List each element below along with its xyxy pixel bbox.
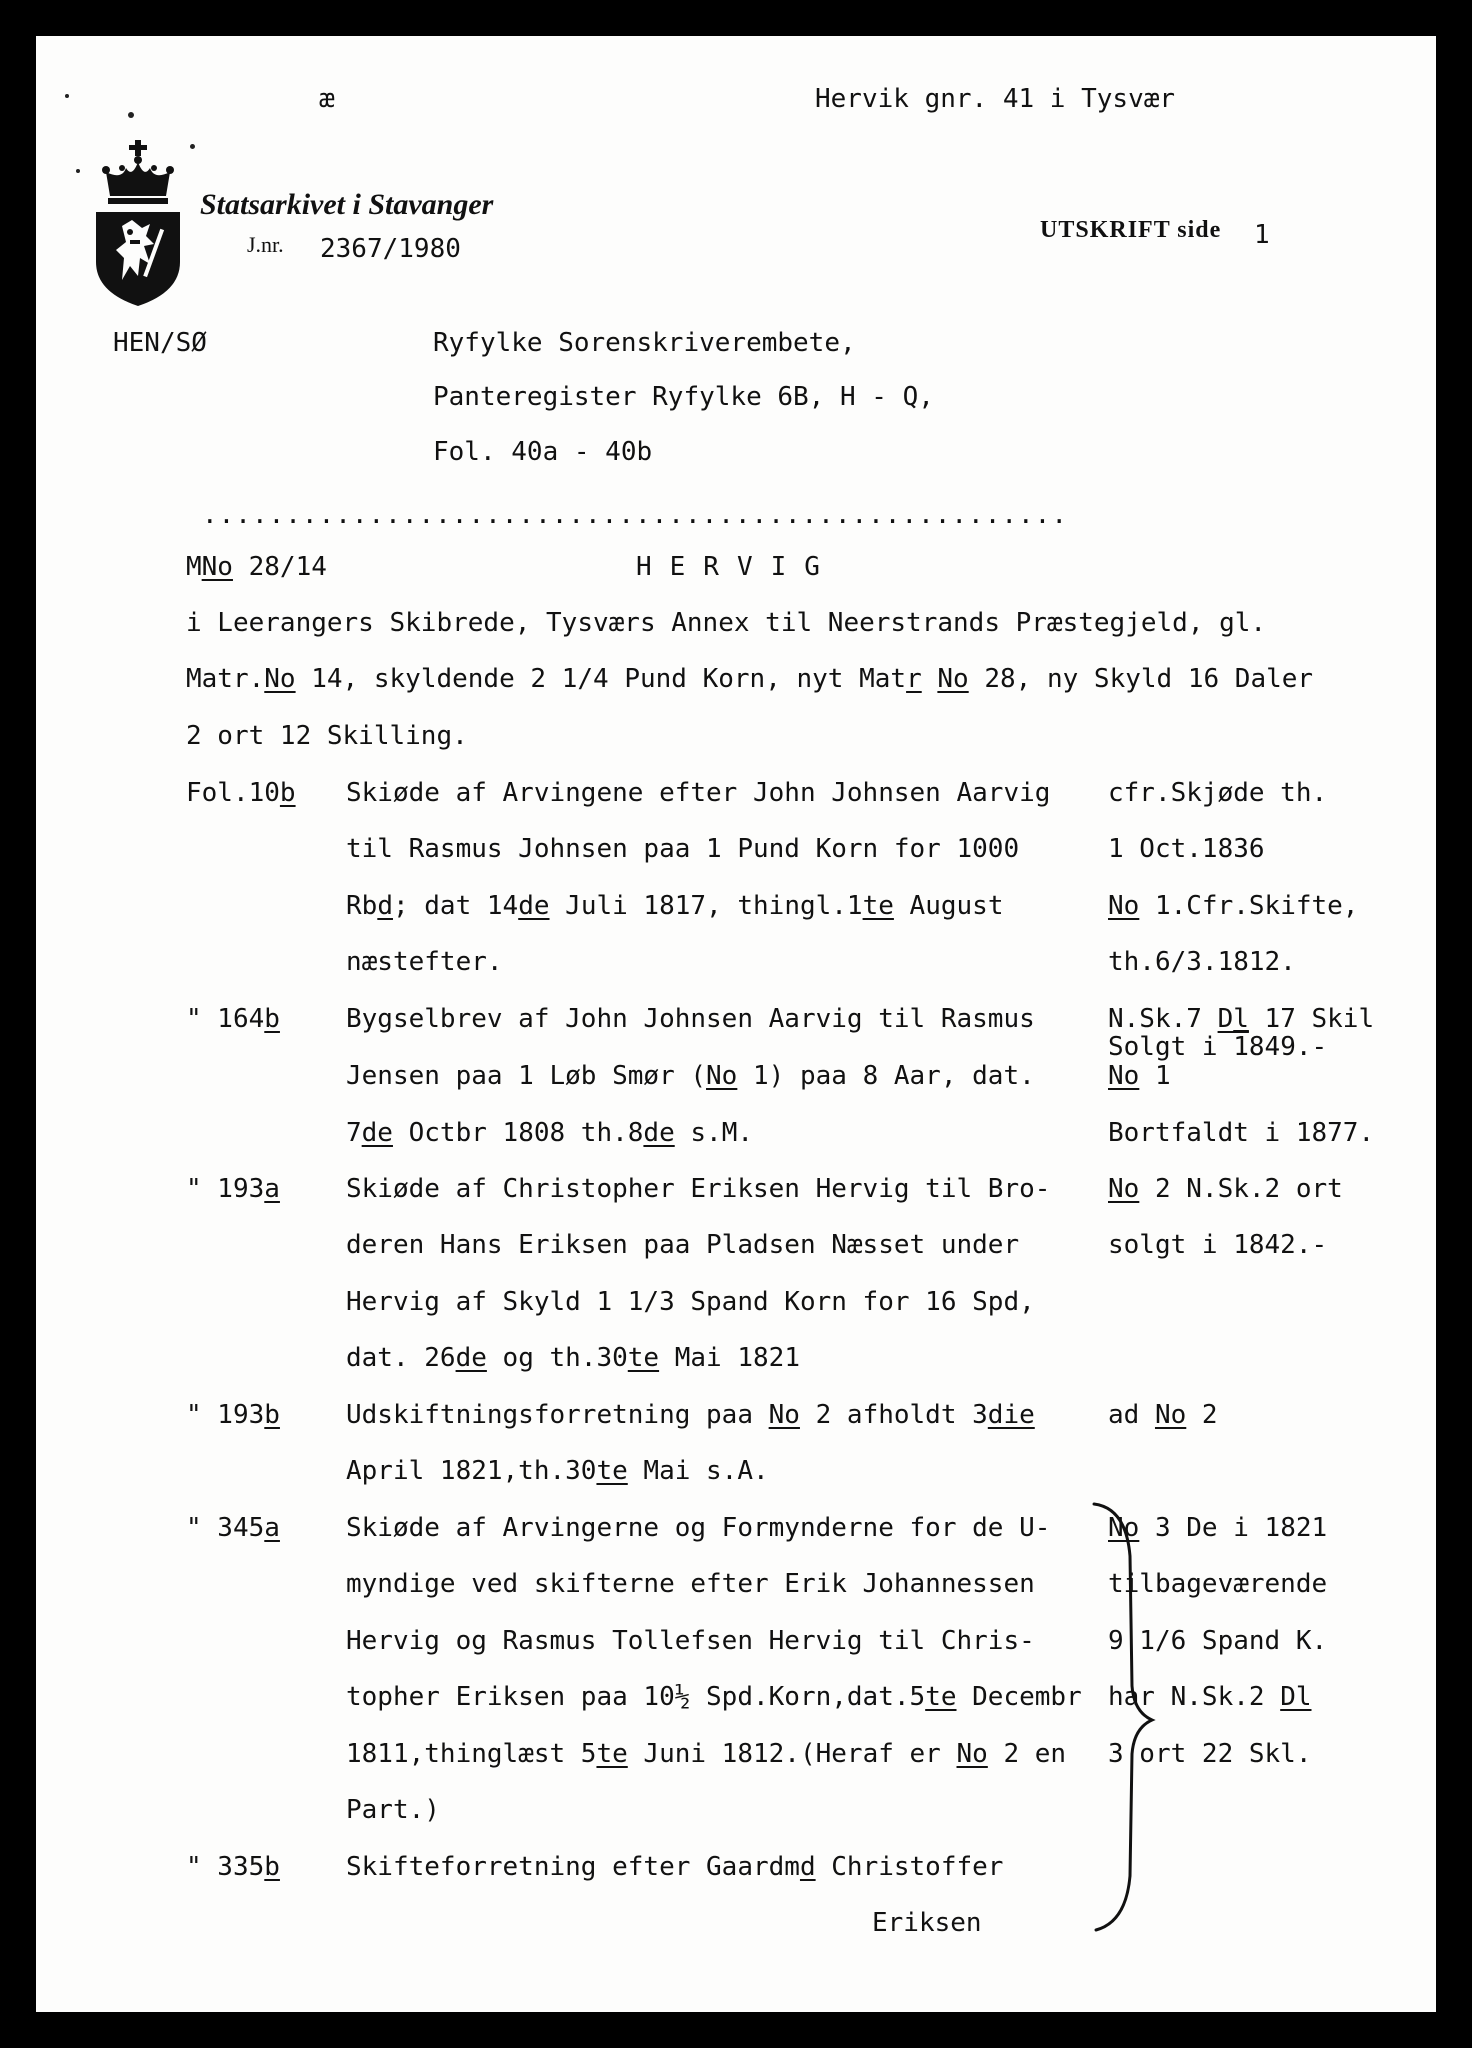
description-line-3: 2 ort 12 Skilling. (186, 721, 468, 751)
initials: HEN/SØ (113, 328, 207, 358)
top-mark: æ (319, 84, 335, 114)
institution-name: Statsarkivet i Stavanger (200, 188, 494, 221)
record-2-line-3: 7de Octbr 1808 th.8de s.M. (346, 1118, 754, 1148)
record-3-line-4: dat. 26de og th.30te Mai 1821 (346, 1343, 800, 1373)
record-3-line-1: Skiøde af Christopher Eriksen Hervig til Bro- (346, 1174, 1051, 1204)
record-6-line-2: Eriksen (872, 1908, 982, 1938)
record-5-line-1: Skiøde af Arvingerne og Formynderne for de U- (346, 1513, 1051, 1543)
record-2-note-1: N.Sk.7 Dl 17 Skil (1108, 1004, 1375, 1034)
record-4-note-1: ad No 2 (1108, 1400, 1218, 1430)
folio-345a: " 345a (186, 1513, 280, 1543)
record-1-note-4: th.6/3.1812. (1108, 947, 1296, 977)
speck (76, 169, 80, 173)
record-2-note-3: No 1 (1108, 1061, 1171, 1091)
record-4-line-2: April 1821,th.30te Mai s.A. (346, 1456, 769, 1486)
speck (65, 94, 69, 98)
record-1-line-1: Skiøde af Arvingene efter John Johnsen Aarvig (346, 778, 1051, 808)
record-1-note-2: 1 Oct.1836 (1108, 834, 1265, 864)
record-5-note-5: 3 ort 22 Skl. (1108, 1739, 1312, 1769)
folio-193b: " 193b (186, 1400, 280, 1430)
record-2-line-1: Bygselbrev af John Johnsen Aarvig til Rasmus (346, 1004, 1035, 1034)
record-3-note-1: No 2 N.Sk.2 ort (1108, 1174, 1343, 1204)
record-1-line-4: næstefter. (346, 947, 503, 977)
farm-name: HERVIG (636, 552, 838, 582)
record-1-note-1: cfr.Skjøde th. (1108, 778, 1328, 808)
record-2-note-4: Bortfaldt i 1877. (1108, 1118, 1375, 1148)
record-5-note-1: No 3 De i 1821 (1108, 1513, 1328, 1543)
jnr-value: 2367/1980 (320, 234, 461, 264)
record-5-note-3: 9 1/6 Spand K. (1108, 1626, 1328, 1656)
mno-number: MNo 28/14 (186, 552, 327, 582)
record-6-line-1: Skifteforretning efter Gaardmd Christoffer (346, 1852, 1004, 1882)
record-3-line-3: Hervig af Skyld 1 1/3 Spand Korn for 16 Spd, (346, 1287, 1035, 1317)
folio-193a: " 193a (186, 1174, 280, 1204)
record-3-line-2: deren Hans Eriksen paa Pladsen Næsset under (346, 1230, 1020, 1260)
dotted-separator: .................................................... (202, 500, 1068, 530)
folio-335b: " 335b (186, 1852, 280, 1882)
folio-164b: " 164b (186, 1004, 280, 1034)
utskrift-label: UTSKRIFT side (1040, 217, 1222, 243)
record-5-line-3: Hervig og Rasmus Tollefsen Hervig til Chris- (346, 1626, 1035, 1656)
description-line-1: i Leerangers Skibrede, Tysværs Annex til Neerstrands Præstegjeld, gl. (186, 608, 1267, 638)
record-1-note-3: No 1.Cfr.Skifte, (1108, 891, 1359, 921)
record-4-line-1: Udskiftningsforretning paa No 2 afholdt 3die (346, 1400, 1035, 1430)
page-number: 1 (1254, 220, 1270, 250)
curly-brace-mark (1086, 1496, 1156, 1936)
record-5-line-5: 1811,thinglæst 5te Juni 1812.(Heraf er No 2 en (346, 1739, 1067, 1769)
speck (128, 112, 134, 118)
norwegian-coat-of-arms-icon (92, 132, 184, 308)
speck (190, 144, 195, 149)
record-1-line-3: Rbd; dat 14de Juli 1817, thingl.1te August (346, 891, 1004, 921)
record-3-note-2: solgt i 1842.- (1108, 1230, 1328, 1260)
folio-10b: Fol.10b (186, 778, 296, 808)
property-title: Hervik gnr. 41 i Tysvær (815, 84, 1176, 114)
source-line-3: Fol. 40a - 40b (433, 437, 653, 467)
record-5-line-6: Part.) (346, 1795, 440, 1825)
record-5-line-2: myndige ved skifterne efter Erik Johannessen (346, 1569, 1035, 1599)
source-line-1: Ryfylke Sorenskriverembete, (433, 328, 856, 358)
record-2-line-2: Jensen paa 1 Løb Smør (No 1) paa 8 Aar, dat. (346, 1061, 1035, 1091)
description-line-2: Matr.No 14, skyldende 2 1/4 Pund Korn, nyt Matr No 28, ny Skyld 16 Daler (186, 664, 1314, 694)
source-line-2: Panteregister Ryfylke 6B, H - Q, (433, 382, 934, 412)
record-5-line-4: topher Eriksen paa 10½ Spd.Korn,dat.5te Decembr (346, 1682, 1082, 1712)
record-5-note-2: tilbageværende (1108, 1569, 1328, 1599)
record-1-line-2: til Rasmus Johnsen paa 1 Pund Korn for 1000 (346, 834, 1020, 864)
jnr-label: J.nr. (247, 232, 284, 257)
document-page (36, 36, 1436, 2012)
record-5-note-4: har N.Sk.2 Dl (1108, 1682, 1312, 1712)
record-2-note-2: Solgt i 1849.- (1108, 1032, 1328, 1062)
